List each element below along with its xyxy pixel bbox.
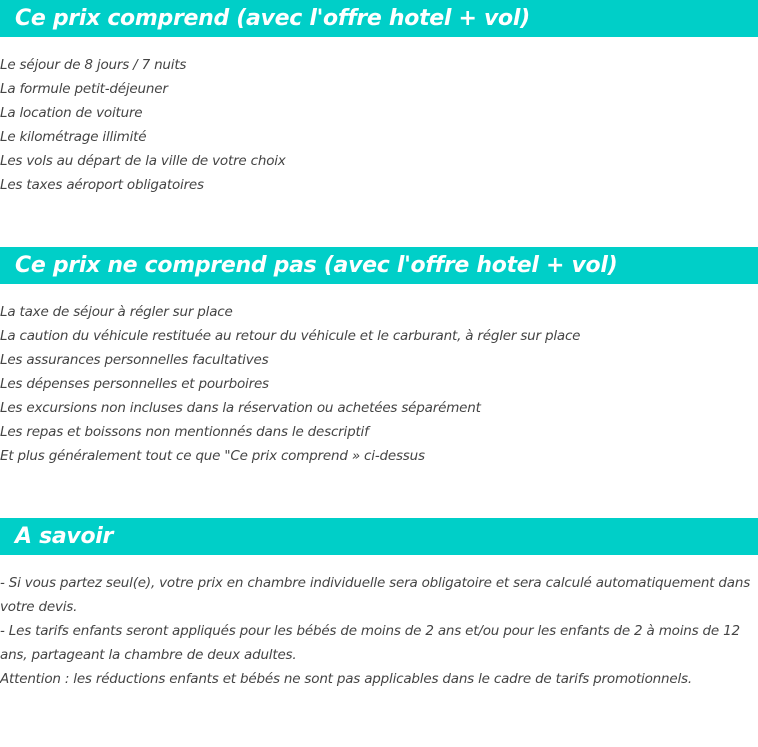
list-item: Le kilométrage illimité (0, 129, 147, 145)
list-item: Et plus généralement tout ce que "Ce prix comprend » ci-dessus (0, 448, 425, 464)
not-included-list (0, 300, 758, 468)
paragraph: - Les tarifs enfants seront appliqués pour les bébés de moins de 2 ans et/ou pour les enfants de 2 à moins de 12 ans, partageant la chambre de deux adultes. (0, 623, 740, 663)
list-item: La formule petit-déjeuner (0, 81, 168, 97)
list-item: La taxe de séjour à régler sur place (0, 304, 233, 320)
section-header-included (0, 0, 758, 37)
list-item: Les repas et boissons non mentionnés dans le descriptif (0, 424, 369, 440)
list-item: Les excursions non incluses dans la réservation ou achetées séparément (0, 400, 481, 416)
list-item: Le séjour de 8 jours / 7 nuits (0, 57, 187, 73)
paragraph: - Si vous partez seul(e), votre prix en chambre individuelle sera obligatoire et sera calculé automatiquement dans votre devis. (0, 575, 751, 615)
list-item: La caution du véhicule restituée au retour du véhicule et le carburant, à régler sur place (0, 328, 581, 344)
section-title-included: Ce prix comprend (avec l'offre hotel + vol) (15, 6, 530, 31)
list-item: La location de voiture (0, 105, 143, 121)
to-know-text (0, 571, 754, 691)
list-item: Les assurances personnelles facultatives (0, 352, 269, 368)
section-header-not-included (0, 247, 758, 284)
section-title-to-know: A savoir (15, 524, 114, 549)
section-title-not-included: Ce prix ne comprend pas (avec l'offre hotel + vol) (15, 253, 618, 278)
paragraph: Attention : les réductions enfants et bébés ne sont pas applicables dans le cadre de tarifs promotionnels. (0, 671, 692, 687)
section-header-to-know (0, 518, 758, 555)
list-item: Les taxes aéroport obligatoires (0, 177, 204, 193)
included-list (0, 53, 758, 197)
list-item: Les dépenses personnelles et pourboires (0, 376, 269, 392)
list-item: Les vols au départ de la ville de votre choix (0, 153, 286, 169)
